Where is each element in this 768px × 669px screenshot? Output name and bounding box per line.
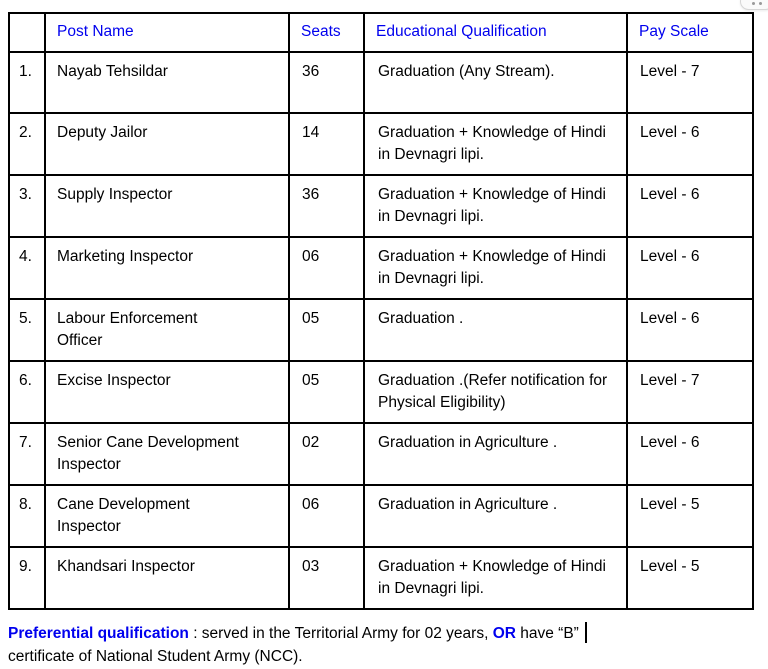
row-number-cell: 3. xyxy=(9,175,45,237)
posts-table xyxy=(8,12,754,610)
post-name-cell: Khandsari Inspector xyxy=(45,547,289,609)
note-line-1 xyxy=(8,622,760,645)
pay-scale-cell: Level - 6 xyxy=(627,113,753,175)
seats-cell: 06 xyxy=(289,485,364,547)
note-text-2: have “B” xyxy=(515,625,579,642)
row-number-cell: 9. xyxy=(9,547,45,609)
qualification-cell: Graduation + Knowledge of Hindi in Devnagri lipi. xyxy=(364,113,627,175)
table-row xyxy=(9,52,753,113)
post-name-cell: Supply Inspector xyxy=(45,175,289,237)
post-name-cell: Cane Development Inspector xyxy=(45,485,289,547)
row-number-cell: 8. xyxy=(9,485,45,547)
pay-scale-cell: Level - 6 xyxy=(627,175,753,237)
table-row xyxy=(9,299,753,361)
table-body xyxy=(9,52,753,609)
qualification-cell: Graduation (Any Stream). xyxy=(364,52,627,113)
pay-scale-cell: Level - 6 xyxy=(627,299,753,361)
post-name-cell: Nayab Tehsildar xyxy=(45,52,289,113)
header-row xyxy=(9,13,753,52)
table-row xyxy=(9,423,753,485)
seats-cell: 02 xyxy=(289,423,364,485)
pay-scale-cell: Level - 5 xyxy=(627,547,753,609)
note-text-1: : served in the Territorial Army for 02 years, xyxy=(188,625,493,642)
note-line-2: certificate of National Student Army (NCC). xyxy=(8,648,303,665)
text-cursor xyxy=(585,622,587,643)
preferential-qualification-note xyxy=(8,622,760,668)
seats-cell: 03 xyxy=(289,547,364,609)
pay-scale-cell: Level - 6 xyxy=(627,237,753,299)
seats-cell: 05 xyxy=(289,361,364,423)
post-name-cell: Labour Enforcement Officer xyxy=(45,299,289,361)
post-name-cell: Senior Cane Development Inspector xyxy=(45,423,289,485)
floating-widget[interactable] xyxy=(740,0,768,10)
column-header-seats: Seats xyxy=(289,13,364,52)
dot-icon xyxy=(752,2,755,5)
qualification-cell: Graduation in Agriculture . xyxy=(364,423,627,485)
qualification-cell: Graduation .(Refer notification for Physical Eligibility) xyxy=(364,361,627,423)
table-row xyxy=(9,175,753,237)
row-number-cell: 4. xyxy=(9,237,45,299)
seats-cell: 36 xyxy=(289,52,364,113)
column-header-index xyxy=(9,13,45,52)
seats-cell: 05 xyxy=(289,299,364,361)
qualification-cell: Graduation + Knowledge of Hindi in Devnagri lipi. xyxy=(364,547,627,609)
row-number-cell: 5. xyxy=(9,299,45,361)
table-header xyxy=(9,13,753,52)
column-header-post-name: Post Name xyxy=(45,13,289,52)
qualification-cell: Graduation in Agriculture . xyxy=(364,485,627,547)
table-row xyxy=(9,547,753,609)
dot-icon xyxy=(759,2,762,5)
pay-scale-cell: Level - 7 xyxy=(627,361,753,423)
row-number-cell: 2. xyxy=(9,113,45,175)
column-header-pay-scale: Pay Scale xyxy=(627,13,753,52)
post-name-cell: Excise Inspector xyxy=(45,361,289,423)
pay-scale-cell: Level - 6 xyxy=(627,423,753,485)
table-row xyxy=(9,361,753,423)
pay-scale-cell: Level - 5 xyxy=(627,485,753,547)
qualification-cell: Graduation . xyxy=(364,299,627,361)
pay-scale-cell: Level - 7 xyxy=(627,52,753,113)
seats-cell: 36 xyxy=(289,175,364,237)
qualification-cell: Graduation + Knowledge of Hindi in Devnagri lipi. xyxy=(364,175,627,237)
note-or: OR xyxy=(492,625,516,642)
post-name-cell: Deputy Jailor xyxy=(45,113,289,175)
seats-cell: 06 xyxy=(289,237,364,299)
row-number-cell: 7. xyxy=(9,423,45,485)
row-number-cell: 6. xyxy=(9,361,45,423)
column-header-educational-qualification: Educational Qualification xyxy=(364,13,627,52)
qualification-cell: Graduation + Knowledge of Hindi in Devnagri lipi. xyxy=(364,237,627,299)
row-number-cell: 1. xyxy=(9,52,45,113)
note-label: Preferential qualification xyxy=(8,625,189,642)
post-name-cell: Marketing Inspector xyxy=(45,237,289,299)
table-row xyxy=(9,237,753,299)
table-row xyxy=(9,485,753,547)
seats-cell: 14 xyxy=(289,113,364,175)
table-row xyxy=(9,113,753,175)
